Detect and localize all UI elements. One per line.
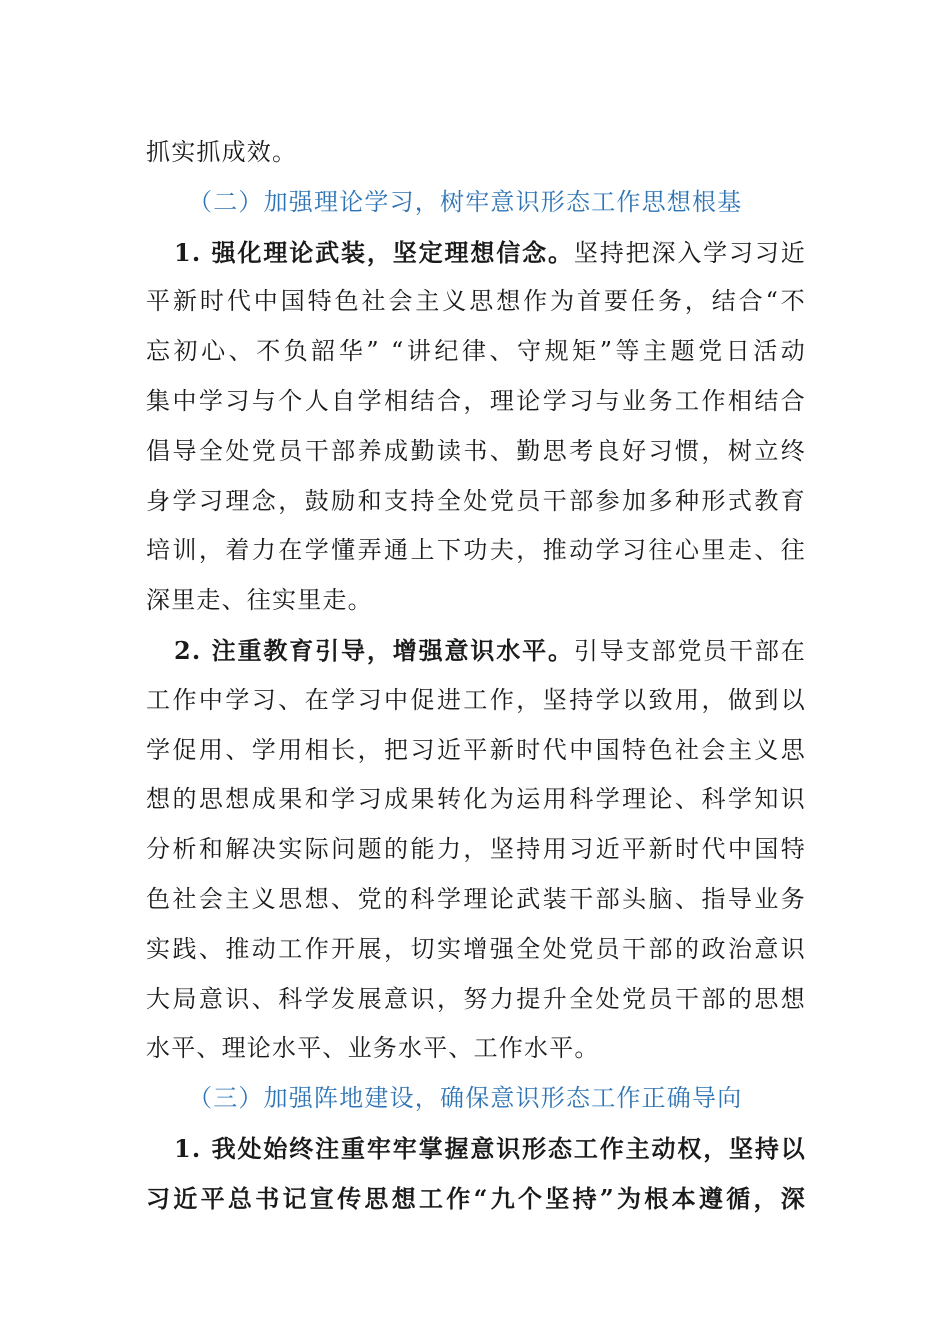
paragraph-line: 分析和解决实际问题的能力，坚持用习近平新时代中国特 (146, 835, 806, 864)
section-heading-2: （二）加强理论学习，树牢意识形态工作思想根基 (188, 187, 743, 216)
paragraph-line: 大局意识、科学发展意识，努力提升全处党员干部的思想 (146, 984, 806, 1013)
paragraph-line: 想的思想成果和学习成果转化为运用科学理论、科学知识 (146, 785, 806, 814)
paragraph-line: 集中学习与个人自学相结合，理论学习与业务工作相结合 (146, 386, 806, 415)
paragraph-line: 学促用、学用相长，把习近平新时代中国特色社会主义思 (146, 735, 806, 764)
paragraph-line: 倡导全处党员干部养成勤读书、勤思考良好习惯，树立终 (146, 436, 806, 465)
paragraph-line: 水平、理论水平、业务水平、工作水平。 (146, 1034, 600, 1063)
item-title: 1. 强化理论武装，坚定理想信念。 (174, 237, 574, 267)
paragraph-line: 1. 我处始终注重牢牢掌握意识形态工作主动权，坚持以 (174, 1133, 806, 1163)
item-text: 引导支部党员干部在 (573, 636, 806, 665)
paragraph-line: 色社会主义思想、党的科学理论武装干部头脑、指导业务 (146, 884, 806, 913)
paragraph-line: 实践、推动工作开展，切实增强全处党员干部的政治意识 (146, 934, 806, 963)
paragraph-line (146, 626, 806, 676)
paragraph-line: 习近平总书记宣传思想工作“九个坚持”为根本遵循，深 (146, 1183, 806, 1213)
item-text: 坚持把深入学习习近 (573, 238, 806, 267)
paragraph-line: 抓实抓成效。 (146, 138, 298, 166)
paragraph-line: 培训，着力在学懂弄通上下功夫，推动学习往心里走、往 (146, 536, 806, 565)
document-page (146, 128, 806, 1224)
paragraph-line: 平新时代中国特色社会主义思想作为首要任务，结合“不 (146, 287, 806, 316)
paragraph-line: 工作中学习、在学习中促进工作，坚持学以致用，做到以 (146, 685, 806, 714)
paragraph-line: 深里走、往实里走。 (146, 586, 373, 615)
paragraph-line: 忘初心、不负韶华” “讲纪律、守规矩”等主题党日活动 (146, 337, 806, 366)
item-title: 2. 注重教育引导，增强意识水平。 (174, 635, 574, 665)
section-heading-3: （三）加强阵地建设，确保意识形态工作正确导向 (188, 1084, 743, 1113)
paragraph-line: 身学习理念，鼓励和支持全处党员干部参加多种形式教育 (146, 486, 806, 515)
paragraph-line (146, 228, 806, 278)
